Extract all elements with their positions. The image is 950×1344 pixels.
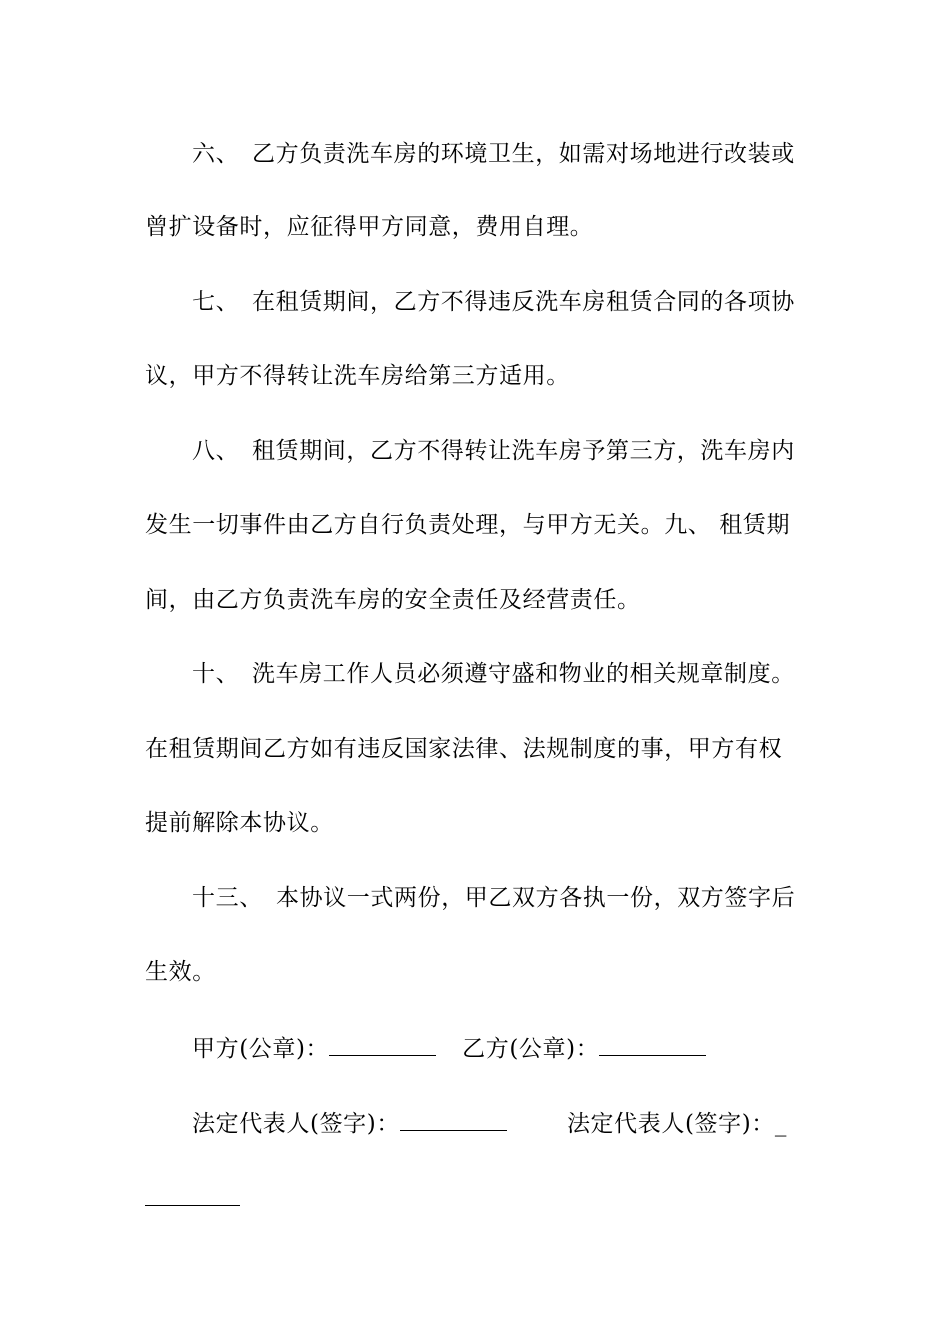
- clause-13-number: 十三、: [192, 885, 263, 911]
- clause-10-line-1: [192, 658, 812, 690]
- clause-8-line-2: 发生一切事件由乙方自行负责处理，与甲方无关。九、 租赁期: [145, 512, 791, 538]
- rep-b-blank-continuation: [145, 1205, 240, 1206]
- clause-10-number: 十、: [192, 661, 240, 687]
- clause-6-line-2: 曾扩设备时，应征得甲方同意，费用自理。: [145, 214, 594, 240]
- clause-10-line-2: 在租赁期间乙方如有违反国家法律、法规制度的事，甲方有权: [145, 736, 783, 762]
- clause-6-text-1: 乙方负责洗车房的环境卫生，如需对场地进行改装或: [252, 141, 795, 167]
- rep-a-blank: [400, 1108, 507, 1131]
- clause-10-line-3: 提前解除本协议。: [145, 810, 334, 836]
- seal-signature-row: [192, 1033, 812, 1065]
- clause-10-text-1: 洗车房工作人员必须遵守盛和物业的相关规章制度。: [252, 661, 795, 687]
- clause-6-number: 六、: [192, 141, 240, 167]
- clause-7-line-2: 议，甲方不得转让洗车房给第三方适用。: [145, 363, 570, 389]
- clause-8-line-1: [192, 435, 812, 467]
- clause-13-line-1: [192, 882, 812, 914]
- clause-13-line-2: 生效。: [145, 959, 216, 985]
- clause-13-text-1: 本协议一式两份，甲乙双方各执一份，双方签字后: [276, 885, 796, 911]
- clause-8-line-3: 间，由乙方负责洗车房的安全责任及经营责任。: [145, 587, 641, 613]
- representative-signature-row: [192, 1108, 812, 1140]
- clause-7-number: 七、: [192, 289, 240, 315]
- clause-6-line-1: [192, 138, 812, 170]
- clause-7-text-1: 在租赁期间，乙方不得违反洗车房租赁合同的各项协: [252, 289, 795, 315]
- party-a-seal-blank: [329, 1033, 436, 1056]
- party-a-seal-label: 甲方(公章)：: [192, 1036, 330, 1062]
- party-b-seal-label: 乙方(公章)：: [462, 1036, 600, 1062]
- rep-b-label: 法定代表人(签字)：_: [566, 1111, 787, 1137]
- clause-7-line-1: [192, 286, 812, 318]
- clause-8-number: 八、: [192, 438, 240, 464]
- party-b-seal-blank: [599, 1033, 706, 1056]
- clause-8-text-1: 租赁期间，乙方不得转让洗车房予第三方，洗车房内: [252, 438, 795, 464]
- rep-a-label: 法定代表人(签字)：: [192, 1111, 400, 1137]
